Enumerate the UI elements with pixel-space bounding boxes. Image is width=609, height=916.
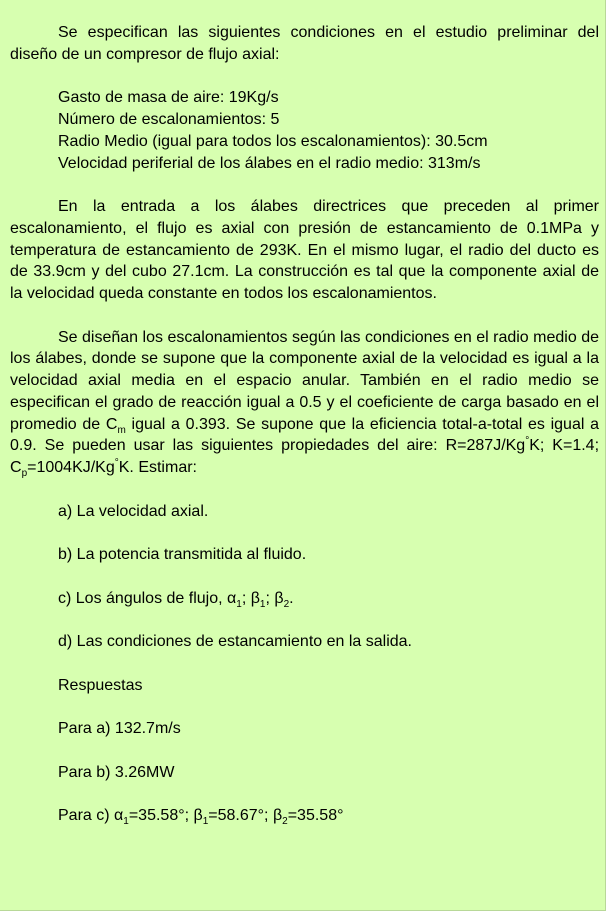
spacer (10, 783, 599, 805)
spacer (10, 305, 599, 327)
condition-stages: Número de escalonamientos: 5 (58, 111, 280, 128)
spacer (10, 653, 599, 675)
degree-symbol: ° (525, 435, 530, 447)
spacer (10, 522, 599, 544)
spacer (10, 609, 599, 631)
answers-heading: Respuestas (58, 676, 143, 694)
cp-subscript: p (21, 468, 28, 480)
answer-b: Para b) 3.26MW (58, 763, 175, 781)
spacer (10, 696, 599, 718)
spacer (10, 66, 599, 88)
problem-text (10, 22, 599, 827)
conditions-list (10, 87, 599, 174)
condition-blade-speed: Velocidad periferial de los álabes en el radio medio: 313m/s (58, 154, 481, 172)
spacer (10, 479, 599, 501)
degree-symbol: ° (114, 457, 119, 469)
question-d: d) Las condiciones de estancamiento en la salida. (58, 633, 412, 650)
spacer (10, 566, 599, 588)
spacer (10, 740, 599, 762)
question-c: c) Los ángulos de flujo, $\alpha_1$; $\beta_1$; $\beta_2$. (58, 589, 294, 610)
answer-c: Para c) $\alpha_1=35.58^\circ$; $\beta_1=58.67^\circ$; $\beta_2=35.58^\circ$ (58, 807, 344, 828)
spacer (10, 174, 599, 196)
condition-mass-flow: Gasto de masa de aire: 19Kg/s (58, 89, 279, 107)
cm-subscript: m (117, 424, 126, 436)
intro-paragraph: Se especifican las siguientes condiciones en el estudio preliminar del diseño de un compresor de flujo axial: (10, 24, 599, 63)
design-paragraph: Se diseñan los escalonamientos según las condiciones en el radio medio de los álabes, donde se supone que la componente axial de la velocidad es igual a la velocidad axial media en el espacio anular. También en el radio medio se especifican el grado de reacción igual a 0.5 y el coeficiente de carga basado en el promedio de $C_m$ igual a 0.393. Se supone que la eficiencia total-a-total es igual a 0.9. Se pueden usar las siguientes propiedades del aire: R=287J/Kg°K; K=1.4; $C_p=1004KJ/Kg^\circ K$. Estimar: (10, 328, 600, 480)
answer-a: Para a) 132.7m/s (58, 720, 181, 737)
question-a: a) La velocidad axial. (58, 502, 209, 520)
question-b: b) La potencia transmitida al fluido. (58, 546, 307, 563)
inlet-paragraph: En la entrada a los álabes directrices que preceden al primer escalonamiento, el flujo es axial con presión de estancamiento de 0.1MPa y temperatura de estancamiento de 293K. En el mismo lugar, el radio del ducto es de 33.9cm y del cubo 27.1cm. La construcción es tal que la componente axial de la velocidad queda constante en todos los escalonamientos. (10, 198, 599, 302)
condition-mean-radius: Radio Medio (igual para todos los escalonamientos): 30.5cm (58, 132, 488, 150)
